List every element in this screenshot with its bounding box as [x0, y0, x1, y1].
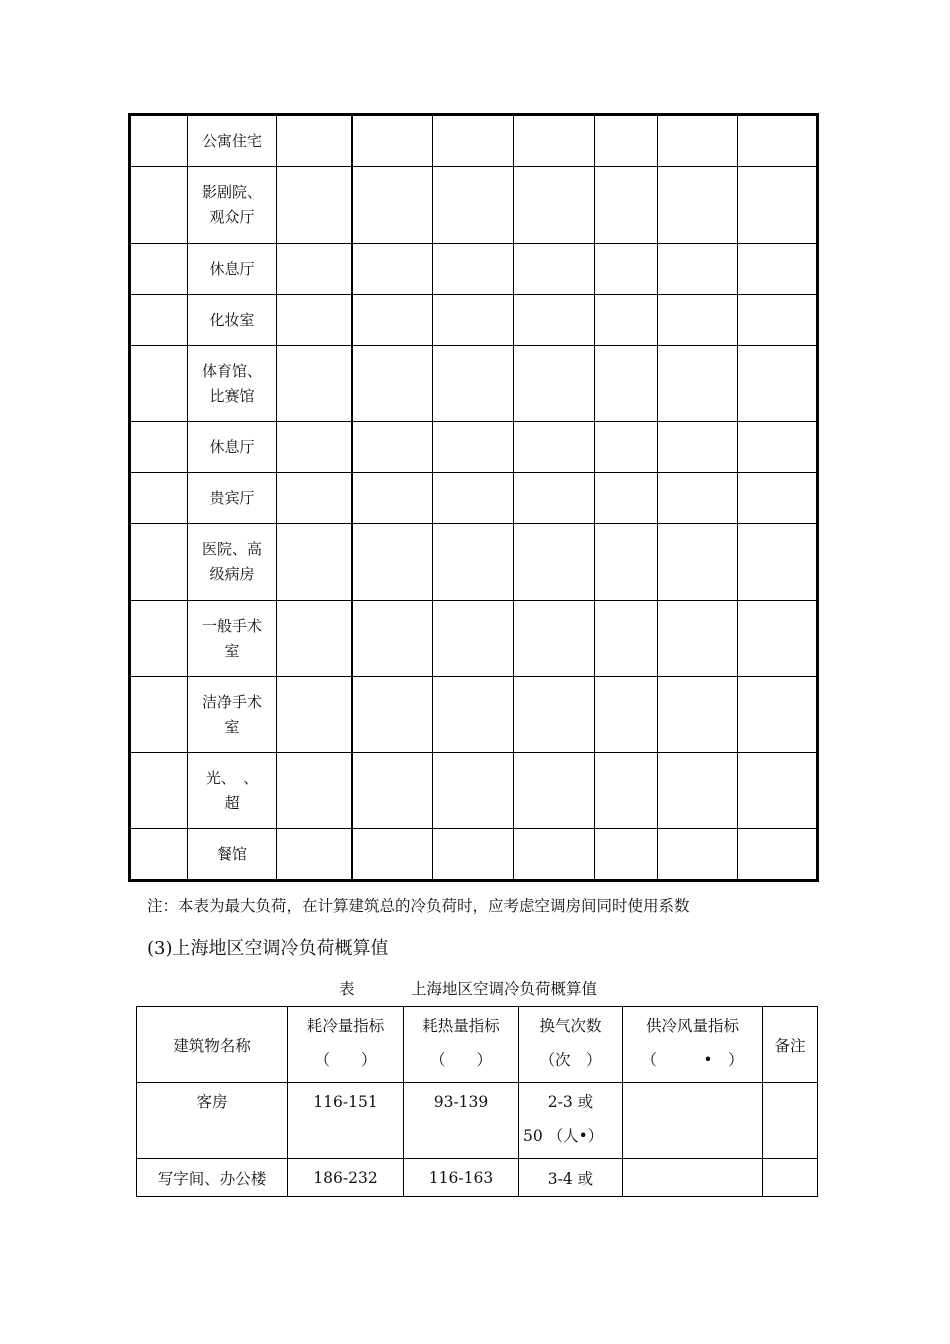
- empty-cell: [595, 829, 658, 881]
- empty-cell: [595, 167, 658, 244]
- empty-cell: [277, 422, 352, 473]
- table-row: [130, 677, 818, 753]
- estimate-header-row: [137, 1007, 818, 1083]
- room-type-line2: 室: [224, 717, 240, 736]
- table-row: [130, 753, 818, 829]
- empty-cell: [352, 115, 433, 167]
- empty-cell: [352, 422, 433, 473]
- empty-cell: [595, 601, 658, 677]
- caption-title: 上海地区空调冷负荷概算值: [411, 980, 598, 998]
- empty-cell: [595, 753, 658, 829]
- empty-cell: [277, 829, 352, 881]
- empty-cell: [514, 295, 595, 346]
- empty-cell: [514, 677, 595, 753]
- empty-cell: [352, 677, 433, 753]
- empty-cell: [130, 753, 188, 829]
- empty-cell: [738, 473, 818, 524]
- empty-cell: [130, 295, 188, 346]
- estimate-table: [136, 1006, 818, 1197]
- empty-cell: [738, 422, 818, 473]
- header-air-change-unit: （次 ）: [539, 1051, 602, 1069]
- row-supply-air: [623, 1083, 763, 1159]
- empty-cell: [595, 115, 658, 167]
- header-air-change: [519, 1007, 623, 1083]
- empty-cell: [352, 829, 433, 881]
- room-type-cell: [188, 346, 277, 422]
- empty-cell: [130, 346, 188, 422]
- empty-cell: [433, 346, 514, 422]
- empty-cell: [277, 244, 352, 295]
- empty-cell: [658, 295, 738, 346]
- empty-cell: [514, 167, 595, 244]
- header-air-change-label: 换气次数: [539, 1017, 602, 1035]
- table-note: 注：本表为最大负荷，在计算建筑总的冷负荷时，应考虑空调房间同时使用系数: [147, 897, 690, 915]
- table-row: [130, 244, 818, 295]
- empty-cell: [433, 295, 514, 346]
- empty-cell: [277, 601, 352, 677]
- empty-cell: [595, 473, 658, 524]
- empty-cell: [738, 677, 818, 753]
- empty-cell: [595, 346, 658, 422]
- room-type-cell: [188, 295, 277, 346]
- empty-cell: [130, 167, 188, 244]
- row-heating: [404, 1083, 519, 1159]
- empty-cell: [277, 346, 352, 422]
- empty-cell: [595, 244, 658, 295]
- header-supply-air-unit: （ • ）: [641, 1051, 744, 1069]
- empty-cell: [658, 473, 738, 524]
- empty-cell: [277, 753, 352, 829]
- empty-cell: [433, 601, 514, 677]
- room-type-line1: 贵宾厅: [209, 488, 255, 507]
- empty-cell: [130, 115, 188, 167]
- empty-cell: [514, 115, 595, 167]
- table-row: [137, 1083, 818, 1159]
- empty-cell: [352, 295, 433, 346]
- empty-cell: [277, 167, 352, 244]
- header-heating-label: 耗热量指标: [422, 1017, 500, 1035]
- empty-cell: [352, 473, 433, 524]
- empty-cell: [514, 829, 595, 881]
- room-type-line2: 级病房: [209, 565, 255, 583]
- empty-cell: [514, 346, 595, 422]
- empty-cell: [130, 677, 188, 753]
- header-supply-air-label: 供冷风量指标: [645, 1017, 739, 1035]
- table-row: [130, 167, 818, 244]
- empty-cell: [277, 677, 352, 753]
- row-cooling: [288, 1083, 404, 1159]
- row-air-change-line1: 2-3 或: [547, 1093, 594, 1111]
- empty-cell: [658, 244, 738, 295]
- table-row: [130, 346, 818, 422]
- section-heading: (3)上海地区空调冷负荷概算值: [147, 938, 389, 959]
- room-type-line1: 光、 、: [205, 768, 259, 787]
- empty-cell: [130, 524, 188, 601]
- empty-cell: [595, 422, 658, 473]
- empty-cell: [738, 244, 818, 295]
- table-row: [137, 1159, 818, 1197]
- empty-cell: [130, 601, 188, 677]
- empty-cell: [130, 244, 188, 295]
- room-type-line1: 休息厅: [209, 259, 255, 278]
- empty-cell: [738, 753, 818, 829]
- room-type-line1: 化妆室: [209, 310, 255, 329]
- room-type-cell: [188, 244, 277, 295]
- header-heating-index: [404, 1007, 519, 1083]
- empty-cell: [277, 295, 352, 346]
- empty-cell: [433, 677, 514, 753]
- table-row: [130, 524, 818, 601]
- caption-label: 表: [339, 980, 355, 998]
- empty-cell: [277, 473, 352, 524]
- empty-cell: [738, 601, 818, 677]
- header-building-name: 建筑物名称: [137, 1007, 288, 1083]
- table-row: [130, 601, 818, 677]
- header-cooling-unit: （ ）: [314, 1051, 377, 1069]
- room-type-cell: [188, 524, 277, 601]
- empty-cell: [277, 115, 352, 167]
- empty-cell: [352, 167, 433, 244]
- empty-cell: [595, 524, 658, 601]
- empty-cell: [433, 244, 514, 295]
- empty-cell: [658, 346, 738, 422]
- empty-cell: [352, 346, 433, 422]
- room-type-cell: [188, 473, 277, 524]
- room-type-cell: [188, 601, 277, 677]
- row-air-change: [519, 1083, 623, 1159]
- empty-cell: [595, 295, 658, 346]
- empty-cell: [433, 473, 514, 524]
- room-type-line1: 影剧院、: [201, 183, 262, 201]
- room-type-line1: 休息厅: [209, 437, 255, 456]
- empty-cell: [595, 677, 658, 753]
- empty-cell: [514, 422, 595, 473]
- empty-cell: [738, 524, 818, 601]
- empty-cell: [130, 422, 188, 473]
- room-type-cell: [188, 753, 277, 829]
- row-name: [137, 1083, 288, 1159]
- room-type-cell: [188, 677, 277, 753]
- room-type-line1: 一般手术: [201, 616, 262, 635]
- row-air-change-line2: 50 （人•）: [523, 1127, 604, 1145]
- header-cooling-index: [288, 1007, 404, 1083]
- empty-cell: [514, 524, 595, 601]
- empty-cell: [130, 473, 188, 524]
- room-type-cell: [188, 167, 277, 244]
- empty-cell: [352, 601, 433, 677]
- room-type-cell: [188, 115, 277, 167]
- empty-cell: [658, 115, 738, 167]
- empty-cell: [658, 677, 738, 753]
- room-type-line1: 餐馆: [216, 844, 247, 863]
- row-name-text: 客房: [196, 1093, 228, 1111]
- empty-cell: [738, 295, 818, 346]
- header-cooling-label: 耗冷量指标: [306, 1017, 385, 1035]
- empty-cell: [514, 473, 595, 524]
- room-type-line2: 超: [224, 793, 240, 812]
- room-type-line2: 室: [224, 641, 240, 660]
- empty-cell: [658, 524, 738, 601]
- empty-cell: [352, 524, 433, 601]
- row-remarks: [763, 1159, 818, 1197]
- table-row: [130, 115, 818, 167]
- empty-cell: [738, 115, 818, 167]
- room-type-line1: 公寓住宅: [201, 131, 262, 150]
- empty-cell: [277, 524, 352, 601]
- empty-cell: [738, 829, 818, 881]
- row-heating: 116-163: [404, 1159, 519, 1197]
- row-supply-air: [623, 1159, 763, 1197]
- empty-cell: [433, 422, 514, 473]
- row-remarks: [763, 1083, 818, 1159]
- empty-cell: [433, 524, 514, 601]
- room-type-line2: 观众厅: [209, 208, 255, 226]
- room-type-cell: [188, 829, 277, 881]
- row-name: 写字间、办公楼: [137, 1159, 288, 1197]
- empty-cell: [658, 167, 738, 244]
- row-heating-text: 93-139: [433, 1093, 489, 1111]
- room-type-line1: 医院、高: [201, 540, 262, 558]
- row-air-change: 3-4 或: [519, 1159, 623, 1197]
- empty-cell: [658, 422, 738, 473]
- row-cooling-text: 116-151: [313, 1093, 378, 1111]
- header-heating-unit: （ ）: [429, 1051, 492, 1069]
- empty-cell: [738, 346, 818, 422]
- empty-cell: [658, 753, 738, 829]
- empty-cell: [352, 244, 433, 295]
- empty-cell: [433, 115, 514, 167]
- table-row: [130, 422, 818, 473]
- empty-cell: [433, 753, 514, 829]
- empty-cell: [514, 601, 595, 677]
- empty-cell: [514, 244, 595, 295]
- empty-cell: [658, 601, 738, 677]
- load-table: [128, 113, 819, 882]
- table-row: [130, 829, 818, 881]
- empty-cell: [130, 829, 188, 881]
- table-row: [130, 473, 818, 524]
- room-type-line1: 洁净手术: [201, 692, 262, 711]
- empty-cell: [658, 829, 738, 881]
- empty-cell: [738, 167, 818, 244]
- table-row: [130, 295, 818, 346]
- empty-cell: [433, 829, 514, 881]
- room-type-line2: 比赛馆: [209, 386, 255, 405]
- room-type-cell: [188, 422, 277, 473]
- empty-cell: [433, 167, 514, 244]
- room-type-line1: 体育馆、: [201, 361, 262, 380]
- header-remarks: 备注: [763, 1007, 818, 1083]
- empty-cell: [352, 753, 433, 829]
- header-supply-air-index: [623, 1007, 763, 1083]
- empty-cell: [514, 753, 595, 829]
- row-cooling: 186-232: [288, 1159, 404, 1197]
